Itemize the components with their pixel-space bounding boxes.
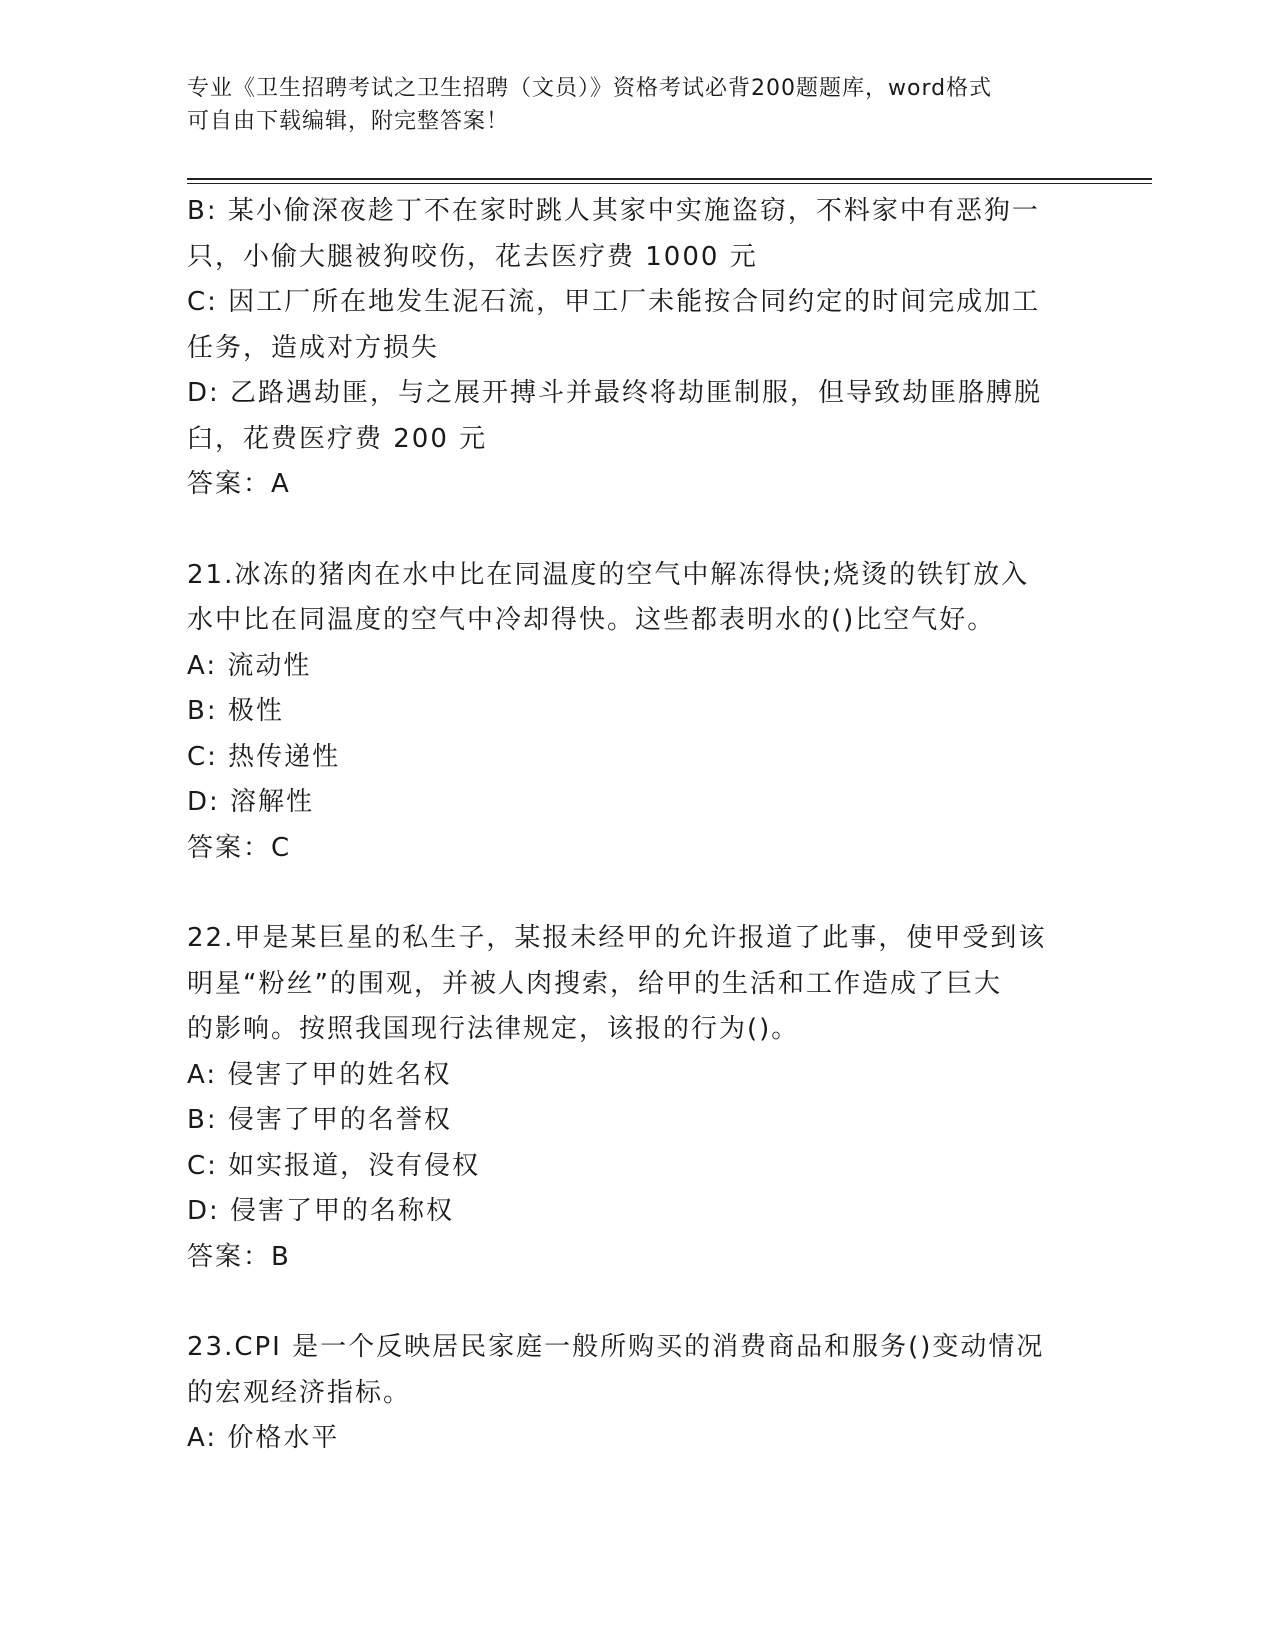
header-title-line-2: 可自由下载编辑，附完整答案！ bbox=[187, 109, 510, 134]
question-spacer bbox=[187, 1280, 1077, 1325]
option-c: C: 因工厂所在地发生泥石流，甲工厂未能按合同约定的时间完成加工 bbox=[187, 287, 1041, 317]
header-divider-thin bbox=[187, 183, 1152, 184]
question-stem-continued: 明星“粉丝”的围观，并被人肉搜索，给甲的生活和工作造成了巨大 bbox=[187, 968, 1002, 999]
answer-label: 答案：B bbox=[187, 1241, 291, 1272]
question-stem-continued: 的宏观经济指标。 bbox=[187, 1377, 412, 1408]
question-21 bbox=[187, 553, 1077, 872]
question-spacer bbox=[187, 508, 1077, 553]
question-spacer bbox=[187, 871, 1077, 916]
option-b: B: 某小偷深夜趁丁不在家时跳人其家中实施盗窃，不料家中有恶狗一 bbox=[187, 196, 1040, 226]
option-a: A: 流动性 bbox=[187, 650, 312, 681]
previous-question-continuation bbox=[187, 189, 1077, 508]
document-body bbox=[187, 189, 1077, 1462]
option-d: D: 乙路遇劫匪，与之展开搏斗并最终将劫匪制服，但导致劫匪胳膊脱 bbox=[187, 378, 1043, 408]
answer-label: 答案：C bbox=[187, 832, 292, 863]
option-a: A: 价格水平 bbox=[187, 1423, 340, 1453]
question-23 bbox=[187, 1325, 1077, 1462]
question-stem-continued: 水中比在同温度的空气中冷却得快。这些都表明水的()比空气好。 bbox=[187, 605, 996, 635]
question-stem: 21.冰冻的猪肉在水中比在同温度的空气中解冻得快;烧烫的铁钉放入 bbox=[187, 559, 1030, 590]
option-d: D: 溶解性 bbox=[187, 787, 315, 817]
option-c: C: 热传递性 bbox=[187, 741, 341, 772]
header-divider-thick bbox=[187, 178, 1152, 180]
option-d-continued: 臼，花费医疗费 200 元 bbox=[187, 423, 488, 454]
option-b: B: 侵害了甲的名誉权 bbox=[187, 1105, 452, 1135]
option-b: B: 极性 bbox=[187, 696, 284, 726]
header-title-line-1: 专业《卫生招聘考试之卫生招聘（文员）》资格考试必背200题题库，word格式 bbox=[187, 76, 993, 101]
question-stem-continued: 的影响。按照我国现行法律规定，该报的行为()。 bbox=[187, 1014, 800, 1044]
option-d: D: 侵害了甲的名称权 bbox=[187, 1196, 455, 1226]
option-b-continued: 只，小偷大腿被狗咬伤，花去医疗费 1000 元 bbox=[187, 241, 758, 272]
answer-label: 答案：A bbox=[187, 469, 291, 499]
question-22 bbox=[187, 916, 1077, 1280]
question-stem: 23.CPI 是一个反映居民家庭一般所购买的消费商品和服务()变动情况 bbox=[187, 1332, 1045, 1362]
page-header bbox=[187, 72, 1067, 138]
option-c-continued: 任务，造成对方损失 bbox=[187, 332, 440, 363]
option-a: A: 侵害了甲的姓名权 bbox=[187, 1059, 452, 1090]
question-stem: 22.甲是某巨星的私生子，某报未经甲的允许报道了此事，使甲受到该 bbox=[187, 923, 1047, 953]
option-c: C: 如实报道，没有侵权 bbox=[187, 1150, 481, 1181]
